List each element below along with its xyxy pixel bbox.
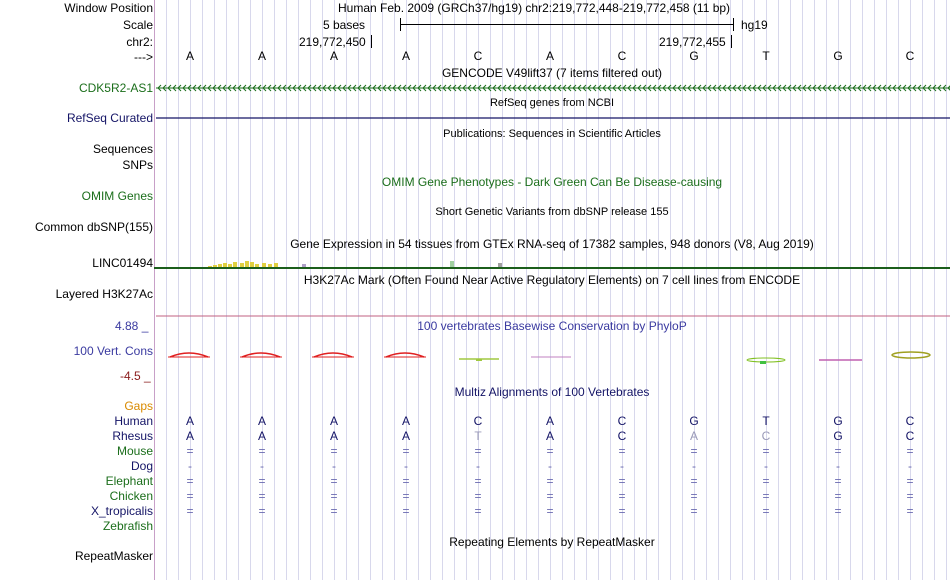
chrom-label: chr2: [126,35,153,49]
aligned-base: = [474,489,482,503]
strand-label: ---> [134,50,153,64]
aligned-base: - [692,459,696,473]
aligned-base: = [762,444,770,458]
aligned-base: G [833,429,843,443]
aligned-base: C [761,429,771,443]
aligned-base: T [474,429,482,443]
aligned-base: = [546,489,554,503]
aligned-base: = [546,474,554,488]
aligned-base: A [329,414,338,428]
aligned-base: = [906,444,914,458]
coord-left: 219,772,450 [299,35,366,49]
sequence-base: A [545,49,554,63]
aligned-base: = [546,504,554,518]
aligned-base: C [905,414,915,428]
sequence-base: T [762,49,770,63]
sequence-base: C [473,49,483,63]
gtex-gene-label[interactable]: LINC01494 [92,256,153,270]
sequence-base: A [329,49,338,63]
aligned-base: A [545,429,554,443]
refseq-track-title[interactable]: RefSeq genes from NCBI [489,97,615,109]
aligned-base: = [330,444,338,458]
phylop-track-title[interactable]: 100 vertebrates Basewise Conservation by PhyloP [417,319,687,333]
aligned-base: = [186,444,194,458]
aligned-base: = [330,489,338,503]
aligned-base: = [186,474,194,488]
aligned-base: - [332,459,336,473]
species-label[interactable]: Mouse [116,444,153,458]
dbsnp-track-title[interactable]: Short Genetic Variants from dbSNP release 155 [435,206,669,218]
sequence-base: C [617,49,627,63]
multiz-track-title[interactable]: Multiz Alignments of 100 Vertebrates [454,385,650,399]
aligned-base: - [476,459,480,473]
aligned-base: - [404,459,408,473]
aligned-base: = [258,504,266,518]
aligned-base: = [186,504,194,518]
aligned-base: C [473,414,483,428]
aligned-base: = [762,474,770,488]
sequence-base: A [401,49,410,63]
publications-track-title[interactable]: Publications: Sequences in Scientific Articles [443,128,661,140]
aligned-base: = [906,489,914,503]
aligned-base: A [257,429,266,443]
aligned-base: = [474,504,482,518]
window-position-text: Human Feb. 2009 (GRCh37/hg19) chr2:219,772,448-219,772,458 (11 bp) [338,1,731,15]
aligned-base: = [834,504,842,518]
aligned-base: - [908,459,912,473]
aligned-base: = [618,504,626,518]
phylop-min-label: -4.5 _ [120,369,151,383]
aligned-base: A [257,414,266,428]
gtex-track-title[interactable]: Gene Expression in 54 tissues from GTEx RNA-seq of 17382 samples, 948 donors (V8, Aug 2019) [290,237,814,251]
aligned-base: A [185,414,194,428]
aligned-base: A [545,414,554,428]
species-label[interactable]: X_tropicalis [90,504,153,518]
aligned-base: T [762,414,770,428]
aligned-base: = [834,474,842,488]
aligned-base: = [330,474,338,488]
sequence-base: A [185,49,194,63]
aligned-base: = [834,489,842,503]
aligned-base: = [906,474,914,488]
coord-right: 219,772,455 [659,35,726,49]
refseq-gene-feature[interactable] [156,117,950,121]
aligned-base: = [402,474,410,488]
aligned-base: = [474,444,482,458]
h3k27ac-track-title[interactable]: H3K27Ac Mark (Often Found Near Active Regulatory Elements) on 7 cell lines from ENCODE [303,273,801,287]
aligned-base: A [401,414,410,428]
aligned-base: = [402,504,410,518]
aligned-base: C [617,429,627,443]
species-label[interactable]: Elephant [105,474,153,488]
aligned-base: = [618,489,626,503]
aligned-base: = [186,489,194,503]
aligned-base: = [258,489,266,503]
aligned-base: - [188,459,192,473]
sequence-base: C [905,49,915,63]
aligned-base: = [474,474,482,488]
aligned-base: C [905,429,915,443]
aligned-base: - [260,459,264,473]
species-label[interactable]: Rhesus [112,429,153,443]
species-label[interactable]: Human [114,414,153,428]
aligned-base: = [762,504,770,518]
aligned-base: G [689,414,699,428]
refseq-label[interactable]: RefSeq Curated [66,111,153,125]
sequence-base: A [257,49,266,63]
gencode-track-title[interactable]: GENCODE V49lift37 (7 items filtered out) [441,66,663,80]
scale-assembly: hg19 [741,18,768,32]
window-position-label: Window Position [64,1,153,15]
aligned-base: - [836,459,840,473]
aligned-base: = [618,444,626,458]
gencode-gene-label[interactable]: CDK5R2-AS1 [78,81,153,95]
repeatmasker-track-title[interactable]: Repeating Elements by RepeatMasker [449,535,655,549]
aligned-base: = [690,504,698,518]
aligned-base: A [689,429,698,443]
aligned-base: C [617,414,627,428]
aligned-base: = [330,504,338,518]
aligned-base: - [764,459,768,473]
aligned-base: - [548,459,552,473]
aligned-base: A [401,429,410,443]
label-separator [154,0,155,580]
aligned-base: A [185,429,194,443]
aligned-base: = [690,444,698,458]
aligned-base: = [618,474,626,488]
gtex-expression-bars[interactable] [156,256,950,272]
aligned-base: = [546,444,554,458]
repeatmasker-label[interactable]: RepeatMasker [74,549,153,563]
aligned-base: = [690,474,698,488]
aligned-base: = [762,489,770,503]
species-label[interactable]: Dog [130,459,153,473]
snps-label[interactable]: SNPs [122,158,153,172]
aligned-base: = [402,489,410,503]
species-label[interactable]: Chicken [109,489,153,503]
gaps-label[interactable]: Gaps [124,399,153,413]
sequence-base: G [833,49,843,63]
h3k27ac-signal-line[interactable] [156,315,950,318]
aligned-base: - [620,459,624,473]
aligned-base: = [402,444,410,458]
species-label[interactable]: Zebrafish [102,519,153,533]
phylop-label[interactable]: 100 Vert. Cons [73,344,153,358]
scale-text: 5 bases [323,18,366,32]
sequence-base: G [689,49,699,63]
aligned-base: = [906,504,914,518]
aligned-base: = [258,444,266,458]
aligned-base: = [258,474,266,488]
aligned-base: G [833,414,843,428]
h3k27ac-label[interactable]: Layered H3K27Ac [55,287,153,301]
sequences-label[interactable]: Sequences [92,142,153,156]
omim-label[interactable]: OMIM Genes [81,189,153,203]
gencode-gene-feature[interactable] [156,82,950,94]
scale-label: Scale [122,18,153,32]
omim-track-title[interactable]: OMIM Gene Phenotypes - Dark Green Can Be Disease-causing [381,175,723,189]
phylop-conservation-plot[interactable] [156,348,950,368]
aligned-base: A [329,429,338,443]
aligned-base: = [690,489,698,503]
dbsnp-label[interactable]: Common dbSNP(155) [34,220,153,234]
phylop-max-label: 4.88 _ [115,319,149,333]
aligned-base: = [834,444,842,458]
